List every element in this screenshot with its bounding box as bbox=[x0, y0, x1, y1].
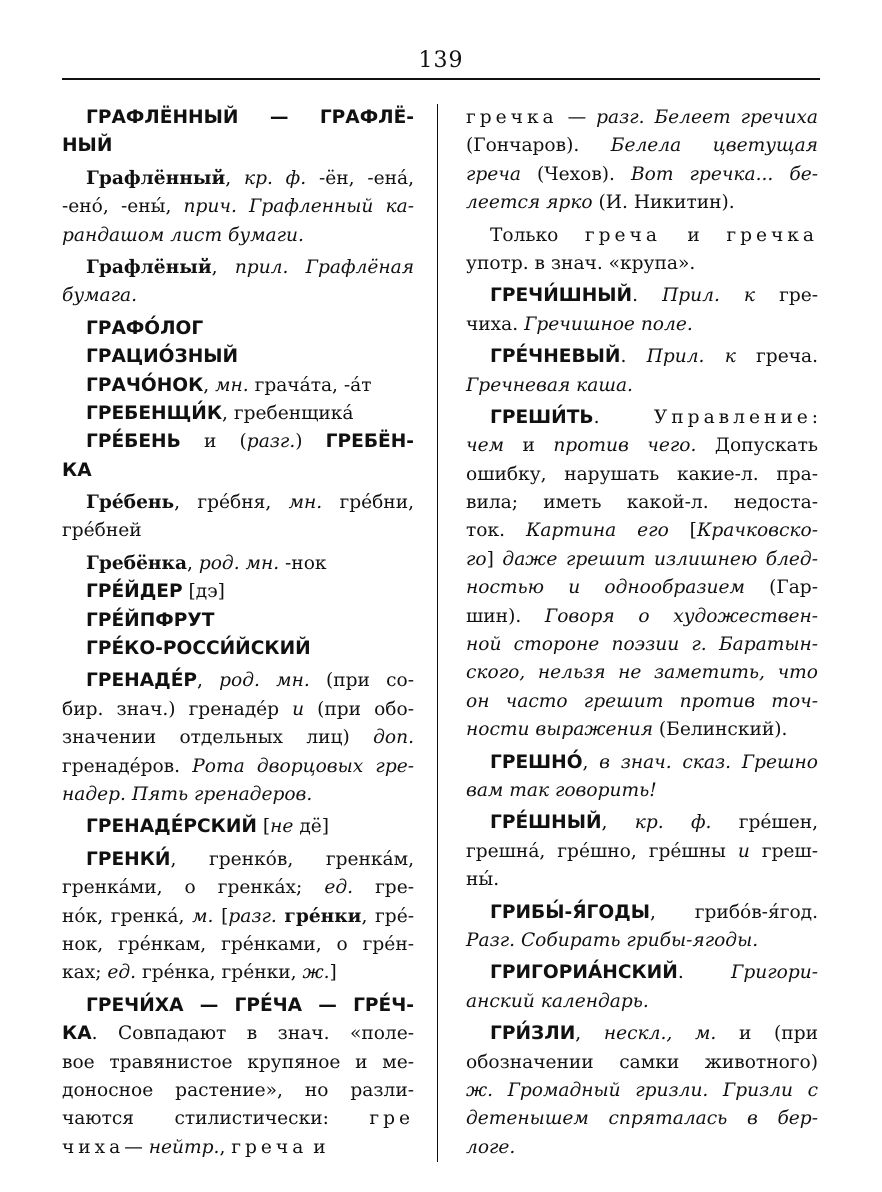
italic-text: Прил. к bbox=[646, 346, 736, 368]
italic-text: Прил. к bbox=[662, 285, 756, 307]
text-line bbox=[62, 400, 414, 428]
text-line bbox=[466, 461, 818, 489]
italic-text: ского, нельзя не заметить, что bbox=[466, 662, 818, 684]
headword: ГРАЦИО́ЗНЫЙ bbox=[86, 346, 239, 368]
text-line bbox=[466, 866, 818, 894]
plain-text: . bbox=[632, 285, 663, 307]
headword: ГРЕ́БЕНЬ bbox=[86, 431, 181, 453]
plain-text: и bbox=[660, 224, 727, 246]
plain-text: (Гар- bbox=[744, 577, 818, 599]
italic-text: Рота дворцовых гре- bbox=[192, 755, 415, 777]
italic-text: разг. Белеет гречиха bbox=[596, 107, 818, 128]
plain-text: (Гончаров). bbox=[466, 135, 611, 157]
plain-text: , гре́- bbox=[361, 905, 414, 927]
headword: ГРИГОРИА́НСКИЙ bbox=[490, 962, 678, 984]
plain-text: доносное растение», но разли- bbox=[62, 1079, 414, 1101]
text-line bbox=[62, 372, 414, 400]
italic-text: род. мн. bbox=[219, 670, 310, 692]
plain-text: , bbox=[225, 167, 244, 189]
text-line bbox=[62, 903, 414, 931]
italic-text: ности выражения bbox=[466, 719, 653, 741]
headword: ГРЕ́ЧНЕВЫЙ bbox=[490, 346, 621, 368]
italic-text: анский календарь. bbox=[466, 990, 649, 1012]
text-line bbox=[62, 781, 414, 809]
text-line bbox=[62, 517, 414, 545]
text-line bbox=[466, 404, 818, 432]
plain-text: -нок bbox=[279, 552, 327, 574]
text-line bbox=[466, 574, 818, 602]
headword: ГРЕБЕНЩИ́К bbox=[86, 402, 223, 424]
text-line bbox=[466, 132, 818, 160]
italic-text: Григори- bbox=[731, 962, 818, 984]
plain-text: — bbox=[124, 1136, 149, 1158]
plain-text: гре- bbox=[755, 285, 819, 307]
plain-text: [ bbox=[668, 520, 697, 542]
italic-text: Белела цветущая bbox=[610, 135, 818, 157]
text-line bbox=[466, 603, 818, 631]
italic-text: разг. bbox=[228, 905, 277, 927]
text-line bbox=[466, 282, 818, 310]
plain-text: ны́. bbox=[466, 869, 500, 891]
text-line bbox=[466, 546, 818, 574]
text-line bbox=[62, 874, 414, 902]
text-line bbox=[466, 838, 818, 866]
plain-text: [дэ] bbox=[182, 581, 225, 603]
italic-text: кр. ф. bbox=[243, 167, 307, 189]
plain-text: дё] bbox=[293, 816, 330, 838]
italic-text: Крачковско- bbox=[696, 520, 818, 542]
text-line bbox=[466, 988, 818, 1016]
spaced-text: чиха bbox=[62, 1136, 125, 1158]
italic-text: мн. bbox=[288, 492, 323, 514]
italic-text: ной стороне поэзии г. Баратын- bbox=[466, 634, 818, 656]
plain-text: но́к, гренка́, bbox=[62, 905, 193, 927]
italic-text: нескл., м. bbox=[603, 1023, 717, 1045]
plain-text: и bbox=[504, 435, 554, 457]
italic-text: и bbox=[737, 840, 750, 862]
italic-text: кр. ф. bbox=[634, 812, 712, 834]
plain-text: ] bbox=[329, 962, 337, 984]
italic-text: против чего. bbox=[553, 435, 697, 457]
text-line bbox=[466, 749, 818, 777]
headword: ГРЕНКИ́ bbox=[86, 848, 171, 870]
subheadword: Графлённый bbox=[86, 167, 226, 189]
plain-text: гренаде́ров. bbox=[62, 755, 193, 777]
plain-text: , bbox=[219, 1136, 232, 1158]
text-line bbox=[466, 1049, 818, 1077]
plain-text: (И. Никитин). bbox=[592, 192, 735, 214]
plain-text: шин). bbox=[466, 605, 545, 627]
headword: ГРЕ́КО-РОССИ́ЙСКИЙ bbox=[86, 638, 311, 660]
plain-text: гренка́ми, о гренка́х; bbox=[62, 877, 325, 899]
text-line bbox=[62, 992, 414, 1020]
headword: ГРАФО́ЛОГ bbox=[86, 317, 204, 339]
plain-text: ток. bbox=[466, 520, 526, 542]
italic-text: ж. bbox=[302, 962, 330, 984]
plain-text: обозначении самки животного) bbox=[466, 1051, 818, 1073]
plain-text: Только bbox=[490, 224, 585, 246]
text-line bbox=[466, 222, 818, 250]
plain-text: греш- bbox=[749, 840, 818, 862]
plain-text: — bbox=[557, 107, 597, 128]
italic-text: Говоря о художествен- bbox=[544, 605, 818, 627]
text-line bbox=[62, 1077, 414, 1105]
italic-text: ностью и однообразием bbox=[466, 577, 745, 599]
italic-text: в знач. сказ. Грешно bbox=[599, 751, 819, 773]
plain-text: -ён, -ена́, bbox=[306, 167, 415, 189]
text-line bbox=[62, 132, 414, 160]
text-line bbox=[466, 777, 818, 805]
italic-text: бумага. bbox=[62, 285, 138, 307]
text-line bbox=[62, 1020, 414, 1048]
headword: ГРЕШНО́ bbox=[490, 751, 583, 773]
italic-text: Картина его bbox=[525, 520, 669, 542]
plain-text: ках; bbox=[62, 962, 108, 984]
plain-text: , bbox=[211, 256, 235, 278]
plain-text: , гребенщика́ bbox=[222, 402, 354, 424]
plain-text: грача́та, -а́т bbox=[248, 374, 372, 396]
plain-text: . Совпадают в знач. «поле- bbox=[91, 1023, 414, 1045]
plain-text: гре́нка, гре́нки, bbox=[136, 962, 303, 984]
headword: ГРЕЧИ́ШНЫЙ bbox=[490, 285, 633, 307]
text-line bbox=[466, 927, 818, 955]
plain-text: , bbox=[582, 751, 600, 773]
text-line bbox=[466, 104, 818, 132]
plain-text: гре́бней bbox=[62, 520, 142, 542]
text-line bbox=[62, 578, 414, 606]
italic-text: леется ярко bbox=[466, 192, 593, 214]
text-line bbox=[466, 372, 818, 400]
text-line bbox=[62, 846, 414, 874]
text-line bbox=[466, 899, 818, 927]
italic-text: ед. bbox=[107, 962, 137, 984]
text-line bbox=[62, 193, 414, 221]
left-column bbox=[62, 104, 414, 1162]
plain-text: гре́бни, bbox=[322, 492, 414, 514]
italic-text: ед. bbox=[324, 877, 354, 899]
headword: КА bbox=[62, 1023, 92, 1045]
text-line bbox=[62, 104, 414, 132]
text-line bbox=[466, 1105, 818, 1133]
subheadword: Гре́бень bbox=[86, 492, 175, 514]
text-line bbox=[466, 688, 818, 716]
plain-text: (при обо- bbox=[304, 698, 414, 720]
plain-text: вила; иметь какой-л. недоста- bbox=[466, 492, 818, 514]
text-line bbox=[62, 222, 414, 250]
text-line bbox=[466, 250, 818, 278]
plain-text: -ено́, -ены́, bbox=[62, 196, 184, 218]
text-line bbox=[62, 813, 414, 841]
text-line bbox=[466, 1134, 818, 1162]
text-line bbox=[62, 315, 414, 343]
plain-text: греча. bbox=[735, 346, 818, 368]
plain-text: , bbox=[203, 374, 216, 396]
text-line bbox=[466, 631, 818, 659]
text-line bbox=[466, 1077, 818, 1105]
plain-text: и bbox=[307, 1136, 326, 1158]
plain-text: Допускать bbox=[696, 435, 819, 457]
italic-text: ж. Громадный гризли. Гризли с bbox=[466, 1079, 818, 1101]
italic-text: разг. bbox=[246, 431, 296, 453]
text-line bbox=[466, 489, 818, 517]
italic-text: чем bbox=[466, 435, 504, 457]
headword: ГРЕ́ЙПФРУТ bbox=[86, 609, 215, 631]
subheadword: Гребёнка bbox=[86, 552, 187, 574]
italic-text: детенышем спряталась в бер- bbox=[466, 1108, 818, 1130]
italic-text: Гречишное поле. bbox=[524, 313, 693, 335]
subheadword: Графлёный bbox=[86, 256, 212, 278]
plain-text: ) bbox=[295, 431, 326, 453]
plain-text: . bbox=[593, 406, 654, 428]
spaced-text: гречка bbox=[726, 224, 818, 246]
text-line bbox=[466, 716, 818, 744]
headword: ГРИБЫ́-Я́ГОДЫ bbox=[490, 901, 650, 923]
plain-text: ] bbox=[486, 548, 503, 570]
italic-text: прич. Графленный ка- bbox=[183, 196, 414, 218]
italic-text: и bbox=[292, 698, 305, 720]
text-line bbox=[466, 1020, 818, 1048]
plain-text: , bbox=[197, 670, 220, 692]
plain-text: чиха. bbox=[466, 313, 525, 335]
plain-text: (Чехов). bbox=[520, 163, 631, 185]
plain-text: : bbox=[811, 406, 818, 428]
italic-text: даже грешит излишнею блед- bbox=[502, 548, 819, 570]
plain-text: ошибку, нарушать какие-л. пра- bbox=[466, 463, 818, 485]
plain-text: чаются стилистически: bbox=[62, 1108, 370, 1130]
plain-text: гре́шен, bbox=[711, 812, 818, 834]
plain-text: (Белинский). bbox=[653, 719, 788, 741]
text-line bbox=[466, 659, 818, 687]
plain-text: значении отдельных лиц) bbox=[62, 727, 374, 749]
text-line bbox=[466, 311, 818, 339]
text-line bbox=[62, 724, 414, 752]
italic-text: не bbox=[270, 816, 294, 838]
text-line bbox=[62, 489, 414, 517]
italic-text: доп. bbox=[373, 727, 414, 749]
plain-text: , bbox=[601, 812, 635, 834]
italic-text: рандашом лист бумаги. bbox=[62, 224, 304, 246]
text-line bbox=[62, 753, 414, 781]
headword: ГРЕЧИ́ХА — ГРЕ́ЧА — ГРЕ́Ч- bbox=[86, 994, 414, 1016]
italic-text: он часто грешит против точ- bbox=[466, 690, 818, 712]
plain-text: употр. в знач. «крупа». bbox=[466, 252, 696, 274]
header-rule bbox=[62, 78, 820, 80]
plain-text: (при со- bbox=[309, 670, 414, 692]
text-line bbox=[62, 165, 414, 193]
spaced-text: греча bbox=[584, 224, 661, 246]
headword: ГРАФЛЁННЫЙ — ГРАФЛЁ- bbox=[86, 107, 414, 128]
plain-text: бир. знач.) гренаде́р bbox=[62, 698, 293, 720]
text-line bbox=[62, 667, 414, 695]
italic-text: Гречневая каша. bbox=[466, 374, 633, 396]
text-line bbox=[62, 1134, 414, 1162]
text-line bbox=[466, 161, 818, 189]
text-line bbox=[62, 696, 414, 724]
page-number: 139 bbox=[418, 48, 464, 73]
headword: ГРЕШИ́ТЬ bbox=[490, 406, 594, 428]
plain-text: [ bbox=[257, 816, 271, 838]
italic-text: логе. bbox=[466, 1136, 516, 1158]
text-line bbox=[466, 189, 818, 217]
italic-text: го bbox=[466, 548, 487, 570]
text-line bbox=[62, 282, 414, 310]
subheadword: гре́нки bbox=[284, 905, 362, 927]
italic-text: род. мн. bbox=[198, 552, 280, 574]
text-line bbox=[62, 343, 414, 371]
headword: НЫЙ bbox=[62, 135, 113, 157]
text-line bbox=[62, 607, 414, 635]
text-line bbox=[62, 959, 414, 987]
spaced-text: гре bbox=[369, 1108, 414, 1130]
italic-text: греча bbox=[466, 163, 521, 185]
plain-text: , bbox=[575, 1023, 604, 1045]
plain-text: , гренко́в, гренка́м, bbox=[170, 848, 414, 870]
headword: ГРИ́ЗЛИ bbox=[490, 1023, 576, 1045]
headword: ГРЕБЁН- bbox=[325, 431, 415, 453]
text-line bbox=[62, 550, 414, 578]
italic-text: Разг. Собирать грибы-ягоды. bbox=[466, 929, 759, 951]
text-line bbox=[62, 1105, 414, 1133]
spaced-text: гречка bbox=[466, 107, 558, 128]
italic-text: надер. Пять гренадеров. bbox=[62, 783, 313, 805]
italic-text: м. bbox=[192, 905, 214, 927]
text-line bbox=[62, 931, 414, 959]
text-line bbox=[466, 959, 818, 987]
spaced-text: греча bbox=[231, 1136, 308, 1158]
plain-text: гре- bbox=[353, 877, 415, 899]
right-column bbox=[466, 104, 818, 1162]
italic-text: Вот гречка... бе- bbox=[631, 163, 818, 185]
headword: ГРЕ́ЙДЕР bbox=[86, 581, 183, 603]
plain-text: вое травянистое крупяное и ме- bbox=[62, 1051, 414, 1073]
text-line bbox=[62, 635, 414, 663]
plain-text: , гре́бня, bbox=[174, 492, 289, 514]
text-line bbox=[466, 809, 818, 837]
italic-text: прил. Графлёная bbox=[234, 256, 415, 278]
plain-text: грешна́, гре́шно, гре́шны bbox=[466, 840, 738, 862]
italic-text: вам так говорить! bbox=[466, 779, 657, 801]
plain-text: нок, гре́нкам, гре́нками, о гре́н- bbox=[62, 933, 414, 955]
plain-text: и (при bbox=[716, 1023, 818, 1045]
italic-text: мн. bbox=[215, 374, 249, 396]
headword: ГРЕНАДЕ́РСКИЙ bbox=[86, 816, 257, 838]
text-line bbox=[62, 457, 414, 485]
plain-text: , bbox=[187, 552, 199, 574]
text-line bbox=[62, 254, 414, 282]
text-line bbox=[466, 517, 818, 545]
plain-text: . bbox=[620, 346, 647, 368]
text-line bbox=[466, 432, 818, 460]
column-divider bbox=[437, 104, 438, 1162]
headword: КА bbox=[62, 459, 92, 481]
plain-text: . bbox=[677, 962, 732, 984]
spaced-text: Управление bbox=[653, 406, 812, 428]
headword: ГРАЧО́НОК bbox=[86, 374, 204, 396]
plain-text: [ bbox=[213, 905, 229, 927]
headword: ГРЕ́ШНЫЙ bbox=[490, 812, 602, 834]
text-line bbox=[466, 343, 818, 371]
text-line bbox=[62, 428, 414, 456]
plain-text: , грибо́в-я́год. bbox=[650, 901, 818, 923]
text-line bbox=[62, 1049, 414, 1077]
italic-text: нейтр. bbox=[148, 1136, 220, 1158]
headword: ГРЕНАДЕ́Р bbox=[86, 670, 198, 692]
plain-text: и ( bbox=[180, 431, 247, 453]
